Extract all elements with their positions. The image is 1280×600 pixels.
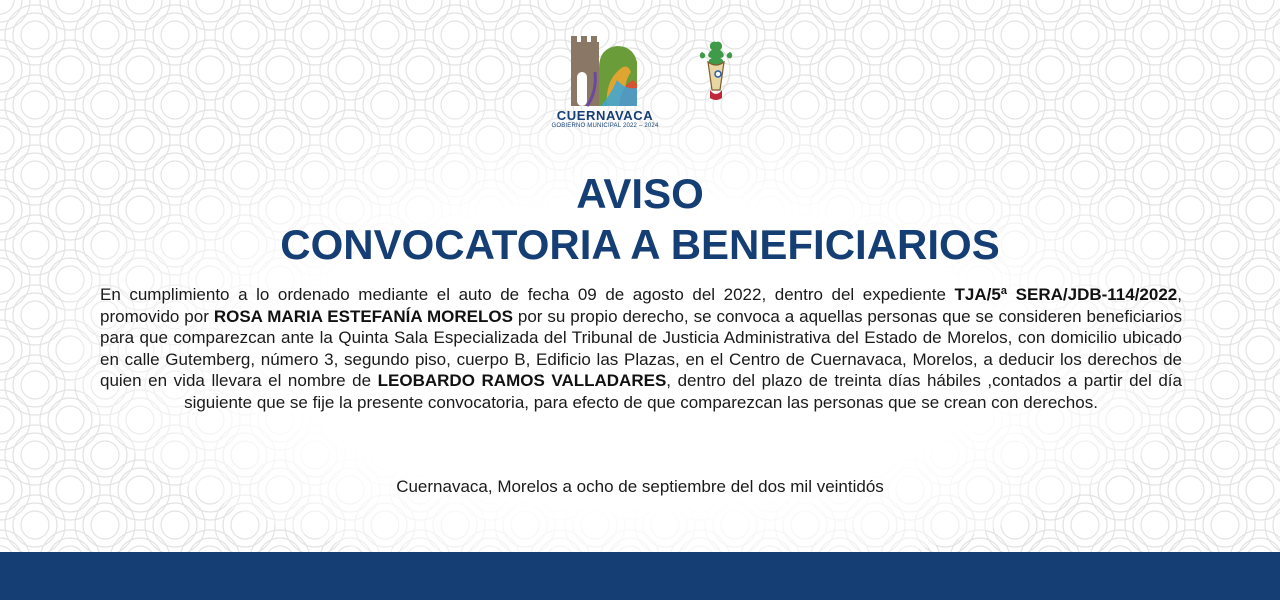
- case-number: TJA/5ª SERA/JDB-114/2022: [954, 285, 1178, 304]
- title-aviso: AVISO: [576, 170, 704, 217]
- cuauhnahuac-tree-glyph-icon: [694, 38, 738, 104]
- municipal-name: CUERNAVACA: [556, 108, 654, 123]
- municipal-subtitle: GOBIERNO MUNICIPAL 2022 – 2024: [551, 123, 659, 129]
- notice-text-4: , dentro del plazo de treinta días hábiles ,contados a partir del día siguiente que se fije la presente convocatoria, para efecto de que comparezcan las personas que se crean con derechos.: [184, 371, 1182, 412]
- deceased-name: LEOBARDO RAMOS VALLADARES: [377, 371, 667, 391]
- notice-text-2: , promovido por: [100, 285, 1182, 326]
- notice-text-3: por su propio derecho, se convoca a aquellas personas que se consideren beneficiarios para que comparezcan ante la Quinta Sala Especializada del Tribunal de Justicia Administrativa del Estado de Morelos, con domicilio ubicado en calle Gutemberg, número 3, segundo piso, cuerpo B, Edificio las Plazas, en el Centro de Cuernavaca, Morelos, a deducir los derechos de quien en vida llevara el nombre de: [100, 306, 1182, 391]
- cuernavaca-logo: [540, 30, 670, 135]
- notice-body: [100, 284, 1182, 414]
- promoter-name: ROSA MARIA ESTEFANÍA MORELOS: [213, 306, 513, 326]
- header-logos: [0, 30, 1280, 135]
- cuernavaca-tower-emblem-icon: [567, 32, 643, 108]
- title-convocatoria: CONVOCATORIA A BENEFICIARIOS: [280, 221, 1000, 268]
- date-line: Cuernavaca, Morelos a ocho de septiembre del dos mil veintidós: [396, 477, 884, 496]
- notice-text-1: En cumplimiento a lo ordenado mediante el auto de fecha 09 de agosto del 2022, dentro del expediente: [100, 285, 955, 304]
- footer-bar: [0, 552, 1280, 600]
